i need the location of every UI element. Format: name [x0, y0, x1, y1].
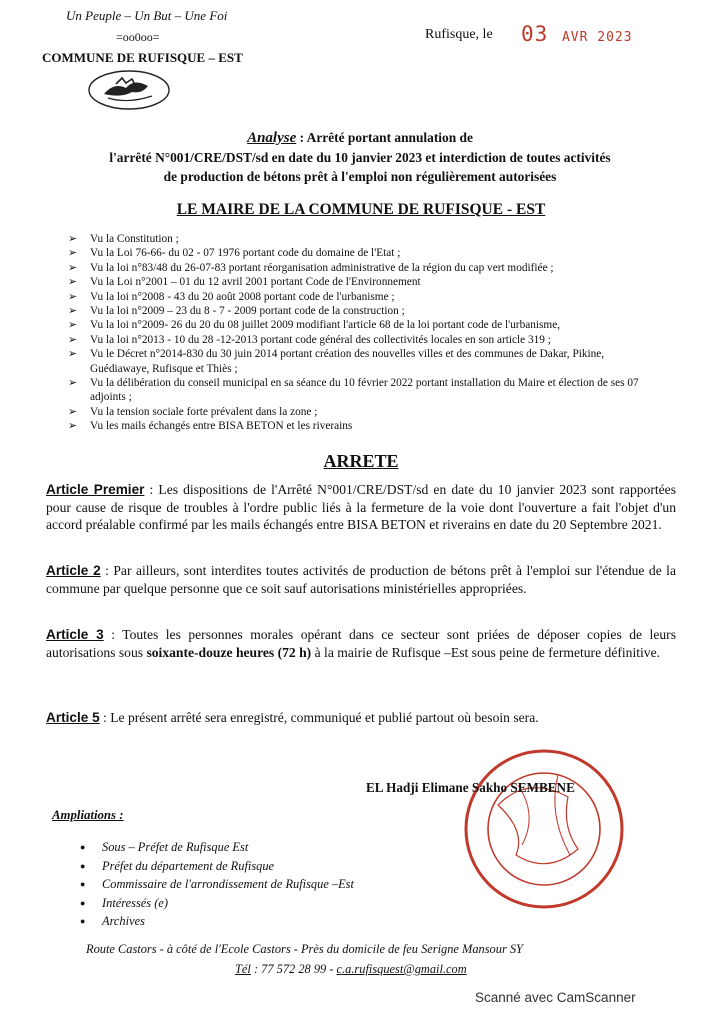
vu-item: ➢ Vu la tension sociale forte prévalent dans la zone ;	[66, 405, 666, 419]
vu-item: ➢ Vu la loi n°2013 - 10 du 28 -12-2013 portant code général des collectivités locales en son article 319 ;	[66, 333, 666, 347]
signer-name: EL Hadji Elimane Sakho SEMBENE	[366, 780, 575, 795]
date-stamp-month-year: AVR 2023	[561, 30, 633, 45]
article-text: : Toutes les personnes morales opérant dans ce secteur sont priées de déposer copies de leurs autorisations sous	[46, 627, 676, 660]
ampliation-item: ● Archives	[78, 912, 438, 931]
ampliations-label: Ampliations :	[52, 808, 124, 822]
vu-item: ➢ Vu la Constitution ;	[66, 232, 666, 246]
official-seal-icon	[458, 745, 630, 913]
analyse-line-3: de production de bétons prêt à l'emploi non régulièrement autorisées	[163, 169, 557, 184]
vu-item: ➢ Vu la loi n°83/48 du 26-07-83 portant réorganisation administrative de la région du cap vert modifiée ;	[66, 261, 666, 275]
article-heading: Article 2	[46, 563, 101, 578]
vus-list	[66, 232, 666, 434]
vu-item: ➢ Vu la loi n°2008 - 43 du 20 août 2008 portant code de l'urbanisme ;	[66, 290, 666, 304]
ampliations-list	[78, 838, 438, 931]
article-3	[46, 626, 676, 661]
vu-item: ➢ Vu la loi n°2009- 26 du 20 du 08 juillet 2009 modifiant l'article 68 de la loi portant code de l'urbanisme,	[66, 318, 666, 332]
commune-logo-icon	[86, 68, 172, 112]
tel-number: : 77 572 28 99 -	[250, 962, 337, 976]
document-title: LE MAIRE DE LA COMMUNE DE RUFISQUE - EST	[176, 201, 546, 218]
vu-item: ➢ Vu la délibération du conseil municipal en sa séance du 10 février 2022 portant installation du Maire et élection de ses 07 adjoints ;	[66, 376, 666, 405]
tel-label: Tél	[235, 962, 251, 976]
arrete-heading: ARRETE	[323, 451, 399, 471]
date-stamp	[521, 22, 633, 46]
article-2	[46, 562, 676, 597]
vu-item: ➢ Vu les mails échangés entre BISA BETON et les riverains	[66, 419, 666, 433]
ampliation-item: ● Sous – Préfet de Rufisque Est	[78, 838, 438, 857]
ampliation-item: ● Préfet du département de Rufisque	[78, 857, 438, 876]
national-motto: Un Peuple – Un But – Une Foi	[66, 8, 228, 23]
article-premier	[46, 481, 676, 534]
motto-separator: =oo0oo=	[116, 30, 160, 44]
email-address: c.a.rufisquest@gmail.com	[336, 962, 467, 976]
article-5	[46, 709, 676, 727]
article-deadline: soixante-douze heures (72 h)	[146, 644, 312, 660]
article-text: : Par ailleurs, sont interdites toutes activités de production de bétons prêt à l'emploi sur l'étendue de la commune par quelque personne que ce soit sauf autorisations ministérielles appropriées.	[46, 563, 676, 596]
analyse-line-2: l'arrêté N°001/CRE/DST/sd en date du 10 janvier 2023 et interdiction de toutes activités	[109, 150, 611, 165]
vu-item: ➢ Vu la Loi 76-66- du 02 - 07 1976 portant code du domaine de l'Etat ;	[66, 246, 666, 260]
vu-item: ➢ Vu le Décret n°2014-830 du 30 juin 2014 portant création des nouvelles villes et des communes de Dakar, Pikine, Guédiawaye, Rufisque et Thiès ;	[66, 347, 666, 376]
commune-name: COMMUNE DE RUFISQUE – EST	[42, 50, 243, 65]
footer-address: Route Castors - à côté de l'Ecole Castors - Près du domicile de feu Serigne Mansour SY	[86, 942, 523, 956]
place-date: Rufisque, le	[425, 27, 493, 42]
article-heading: Article 5	[46, 710, 100, 725]
scanner-watermark: Scanné avec CamScanner	[475, 990, 636, 1005]
article-text: : Le présent arrêté sera enregistré, communiqué et publié partout où besoin sera.	[99, 710, 539, 725]
article-text: à la mairie de Rufisque –Est sous peine de fermeture définitive.	[311, 644, 661, 660]
footer-contact	[235, 962, 467, 977]
article-heading: Article 3	[46, 627, 104, 642]
vu-item: ➢ Vu la loi n°2009 – 23 du 8 - 7 - 2009 portant code de la construction ;	[66, 304, 666, 318]
ampliation-item: ● Commissaire de l'arrondissement de Rufisque –Est	[78, 875, 438, 894]
date-stamp-day: 03	[521, 22, 549, 46]
analyse-line-1: : Arrêté portant annulation de	[296, 130, 473, 145]
analyse-block	[40, 128, 680, 186]
vu-item: ➢ Vu la Loi n°2001 – 01 du 12 avril 2001 portant Code de l'Environnement	[66, 275, 666, 289]
article-text: : Les dispositions de l'Arrêté N°001/CRE/DST/sd en date du 10 janvier 2023 sont rapportées pour cause de risque de troubles à l'ordre public liés à la fermeture de la voie dont l'ouverture a fait l'objet d'un accord préalable confirmé par les mails échangés entre BISA BETON et riverains en date du 20 Septembre 2021.	[46, 482, 676, 532]
article-heading: Article Premier	[46, 482, 145, 497]
ampliation-item: ● Intéressés (e)	[78, 894, 438, 913]
analyse-label: Analyse	[247, 130, 297, 146]
